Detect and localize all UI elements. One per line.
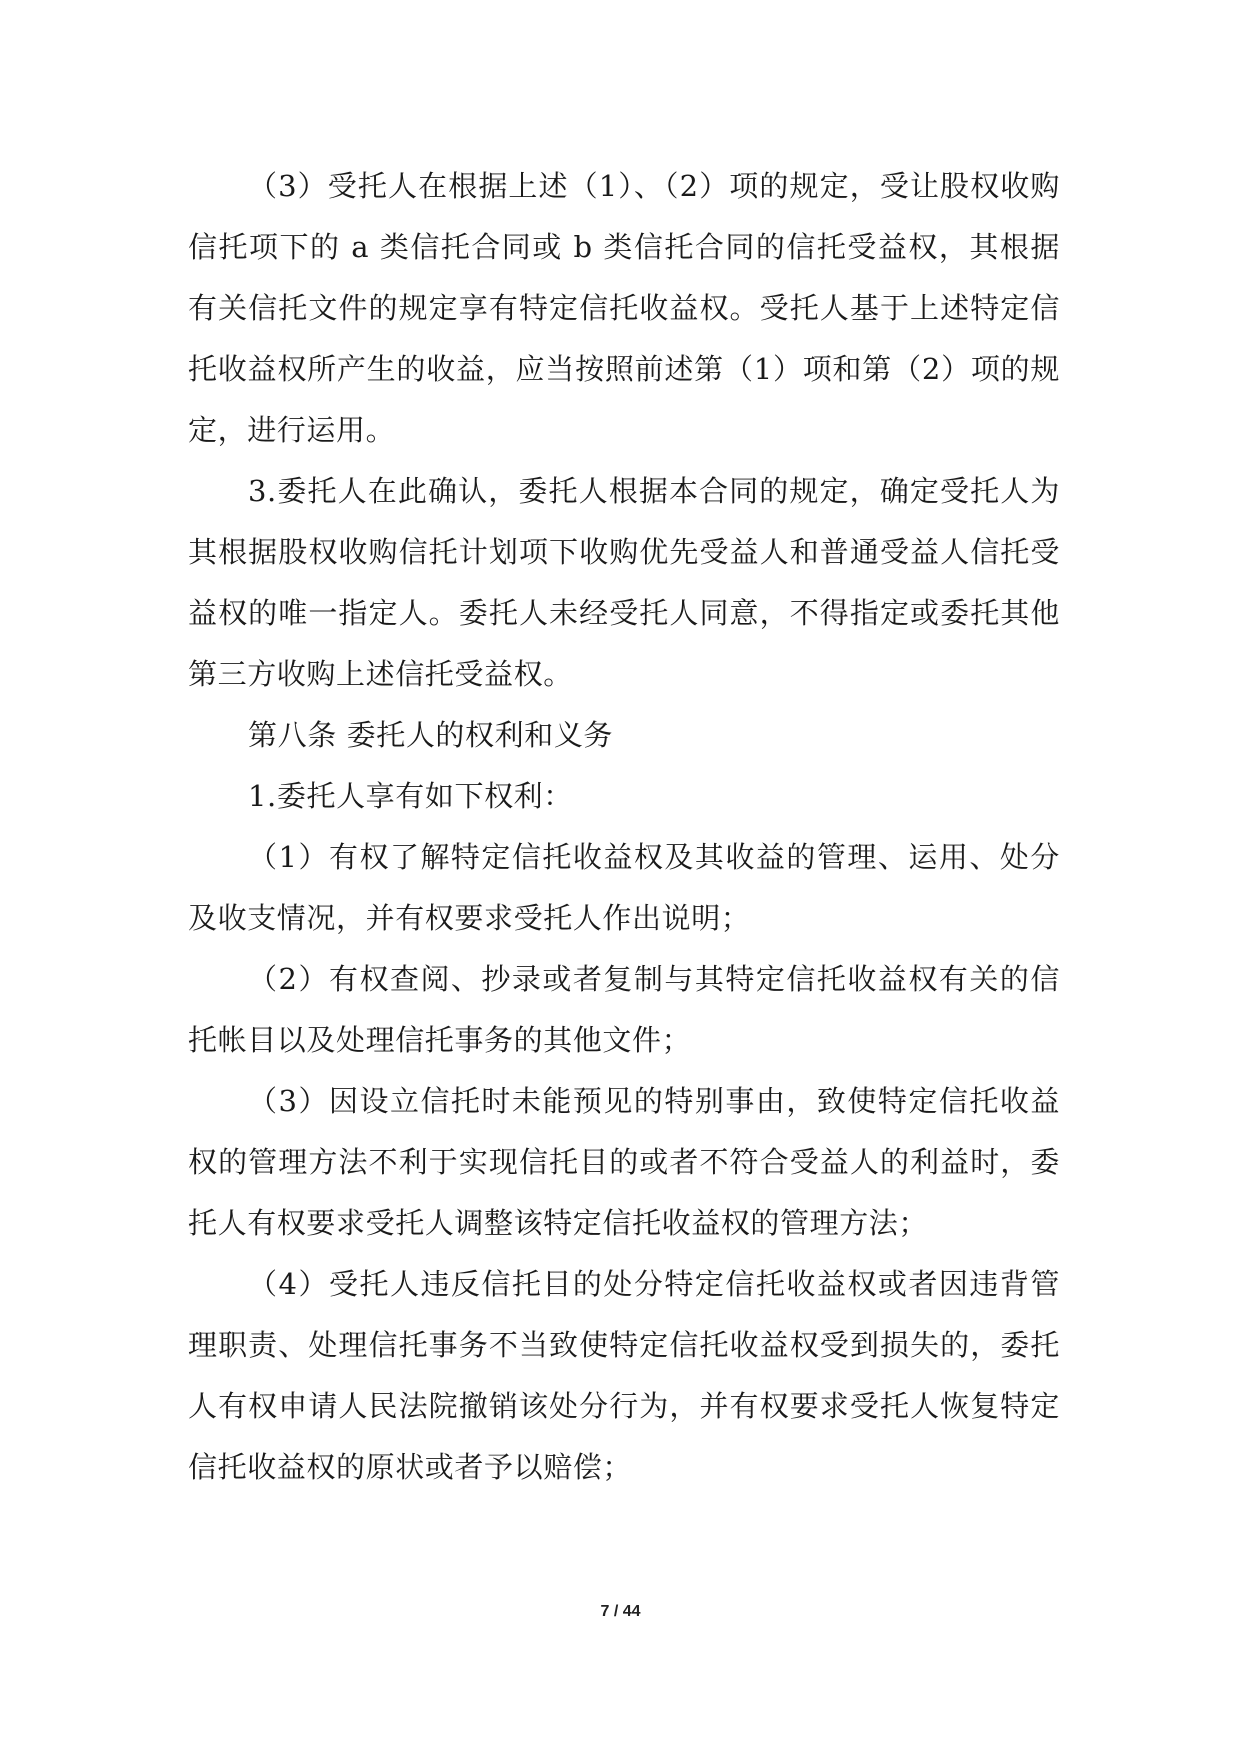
document-body [188,156,1060,1498]
paragraph-right-2: （2）有权查阅、抄录或者复制与其特定信托收益权有关的信托帐目以及处理信托事务的其他文件； [188,962,1060,1057]
paragraph-clause-3-3: （3）受托人在根据上述（1）、（2）项的规定，受让股权收购信托项下的 a 类信托合同或 b 类信托合同的信托受益权，其根据有关信托文件的规定享有特定信托收益权。受托人基于上述特定信托收益权所产生的收益，应当按照前述第（1）项和第（2）项的规定，进行运用。 [188,169,1060,447]
section-heading-article-8: 第八条 委托人的权利和义务 [248,718,614,752]
paragraph-item-3: 3.委托人在此确认，委托人根据本合同的规定，确定受托人为其根据股权收购信托计划项下收购优先受益人和普通受益人信托受益权的唯一指定人。委托人未经受托人同意，不得指定或委托其他第三方收购上述信托受益权。 [188,474,1060,691]
paragraph-right-4: （4）受托人违反信托目的处分特定信托收益权或者因违背管理职责、处理信托事务不当致使特定信托收益权受到损失的，委托人有权申请人民法院撤销该处分行为，并有权要求受托人恢复特定信托收益权的原状或者予以赔偿； [188,1267,1060,1484]
paragraph-right-1: （1）有权了解特定信托收益权及其收益的管理、运用、处分及收支情况，并有权要求受托人作出说明； [188,840,1060,935]
page-number: 7 / 44 [600,1603,641,1620]
paragraph-item-1: 1.委托人享有如下权利： [248,779,573,813]
paragraph-right-3: （3）因设立信托时未能预见的特别事由，致使特定信托收益权的管理方法不利于实现信托目的或者不符合受益人的利益时，委托人有权要求受托人调整该特定信托收益权的管理方法； [188,1084,1060,1240]
